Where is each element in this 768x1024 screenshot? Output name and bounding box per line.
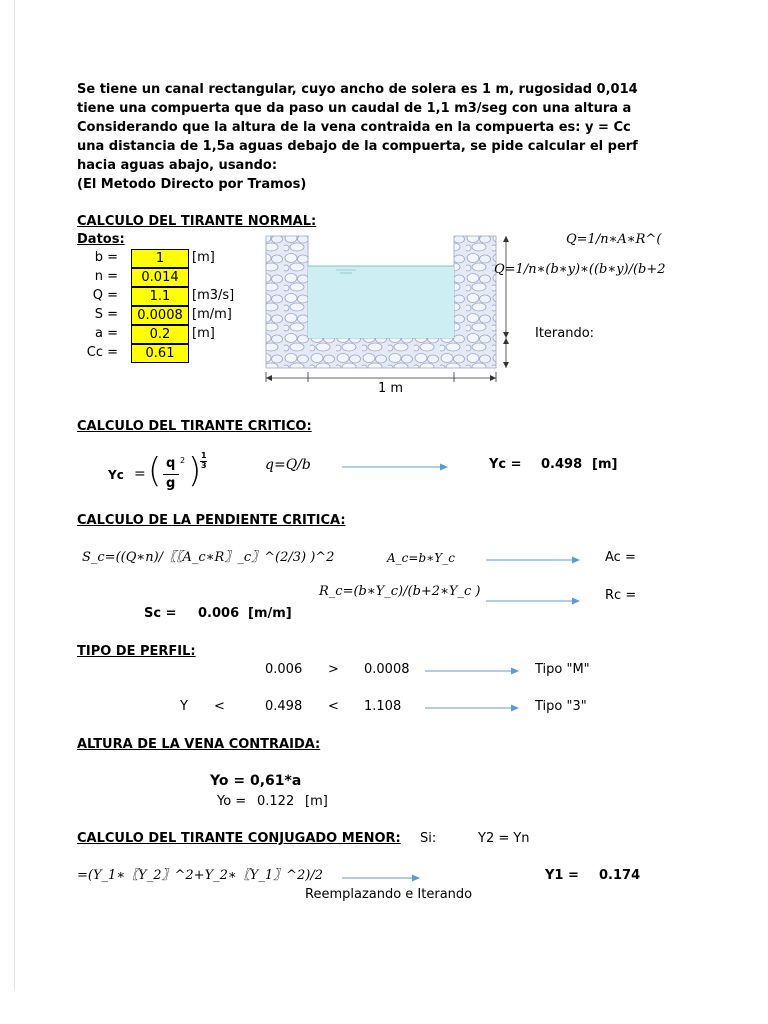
- q-numerator: q: [166, 456, 176, 471]
- formula-manning: Q=1/n∗A∗R^(: [566, 232, 662, 247]
- rc-label: Rc =: [605, 588, 637, 603]
- yc-result-value: 0.498: [541, 457, 583, 472]
- sc-value: 0.006: [198, 606, 240, 621]
- yo-unit: [m]: [305, 794, 328, 809]
- formula-conjugado: =(Y_1∗〖Y_2〗^2+Y_2∗〖Y_1〗^2)/2: [77, 868, 323, 883]
- compare-s: 0.0008: [364, 662, 410, 677]
- param-value-cell[interactable]: 1.1: [131, 287, 189, 306]
- param-value-cell[interactable]: 0.0008: [131, 306, 189, 325]
- datos-label: Datos:: [77, 232, 125, 247]
- heading-tirante-normal: CALCULO DEL TIRANTE NORMAL:: [77, 214, 317, 229]
- y1-label: Y1 =: [545, 868, 579, 883]
- arrow: [342, 873, 420, 883]
- yo-label: Yo =: [217, 794, 247, 809]
- heading-vena-contraida: ALTURA DE LA VENA CONTRAIDA:: [77, 737, 321, 752]
- problem-line: tiene una compuerta que da paso un caudal de 1,1 m3/seg con una altura a: [77, 101, 632, 116]
- problem-statement: [77, 80, 649, 194]
- arrow: [425, 703, 519, 713]
- ac-label: Ac =: [605, 550, 636, 565]
- y1-value: 0.174: [599, 868, 641, 883]
- heading-tipo-perfil: TIPO DE PERFIL:: [77, 644, 196, 659]
- square-exponent: 2: [180, 456, 186, 465]
- channel-width-label: 1 m: [378, 381, 404, 396]
- tipo-3-result: Tipo "3": [535, 699, 587, 714]
- g-denominator: g: [166, 476, 176, 491]
- arrow: [425, 666, 519, 676]
- compare-op: <: [328, 699, 339, 714]
- param-label: n =: [94, 269, 118, 284]
- arrow: [486, 596, 580, 606]
- param-value-cell[interactable]: 0.2: [131, 325, 189, 344]
- yc-symbol: Yc: [108, 468, 124, 482]
- water-body: [308, 266, 454, 338]
- param-label: Q =: [92, 288, 118, 303]
- compare-op: <: [214, 699, 225, 714]
- param-unit: [m/m]: [192, 307, 232, 322]
- compare-yn: 1.108: [364, 699, 402, 714]
- iterando-label: Iterando:: [535, 326, 595, 341]
- heading-tirante-conjugado: CALCULO DEL TIRANTE CONJUGADO MENOR:: [77, 831, 401, 846]
- yc-formula: Yc = ( q g 2 ) 1 3: [108, 451, 207, 491]
- heading-pendiente-critica: CALCULO DE LA PENDIENTE CRITICA:: [77, 513, 346, 528]
- problem-line: Considerando que la altura de la vena contraida en la compuerta es: y = Cc: [77, 120, 631, 135]
- param-label: b =: [94, 250, 118, 265]
- formula-manning-expanded: Q=1/n∗(b∗y)∗((b∗y)/(b+2: [494, 262, 666, 277]
- param-unit: [m]: [192, 326, 215, 341]
- sc-label: Sc =: [144, 606, 177, 621]
- param-value-cell[interactable]: 1: [131, 249, 189, 268]
- si-label: Si:: [420, 831, 437, 846]
- arrow: [486, 555, 580, 565]
- param-label: Cc =: [86, 345, 118, 360]
- compare-yc: 0.498: [265, 699, 303, 714]
- formula-sc: S_c=((Q∗n)/〖〖A_c∗R〗_c〗^(2/3) )^2: [82, 550, 335, 565]
- problem-line: una distancia de 1,5a aguas debajo de la compuerta, se pide calcular el perf: [77, 139, 638, 154]
- compare-y: Y: [180, 699, 188, 714]
- problem-line: Se tiene un canal rectangular, cuyo ancho de solera es 1 m, rugosidad 0,014: [77, 82, 638, 97]
- formula-rc: R_c=(b∗Y_c)/(b+2∗Y_c ): [319, 584, 481, 599]
- param-label: a =: [95, 326, 118, 341]
- yc-result-label: Yc =: [489, 457, 522, 472]
- yo-formula: Yo = 0,61*a: [210, 773, 302, 789]
- exp-den: 3: [201, 461, 207, 470]
- problem-line: (El Metodo Directo por Tramos): [77, 177, 307, 192]
- yc-result-unit: [m]: [592, 457, 618, 472]
- param-label: S =: [94, 307, 118, 322]
- param-unit: [m]: [192, 250, 215, 265]
- channel-section-diagram: [258, 232, 518, 400]
- yo-value: 0.122: [257, 794, 295, 809]
- param-unit: [m3/s]: [192, 288, 235, 303]
- compare-op: >: [328, 662, 339, 677]
- sc-unit: [m/m]: [248, 606, 292, 621]
- problem-line: hacia aguas abajo, usando:: [77, 158, 278, 173]
- formula-q: q=Q/b: [265, 457, 311, 473]
- compare-sc: 0.006: [265, 662, 303, 677]
- arrow: [342, 462, 448, 472]
- y2-condition: Y2 = Yn: [478, 831, 530, 846]
- param-value-cell[interactable]: 0.61: [131, 344, 189, 363]
- heading-tirante-critico: CALCULO DEL TIRANTE CRITICO:: [77, 419, 312, 434]
- tipo-m-result: Tipo "M": [535, 662, 590, 677]
- param-value-cell[interactable]: 0.014: [131, 268, 189, 287]
- exp-num: 1: [201, 451, 207, 460]
- formula-ac: A_c=b∗Y_c: [387, 551, 455, 565]
- reemplazando-note: Reemplazando e Iterando: [305, 887, 473, 902]
